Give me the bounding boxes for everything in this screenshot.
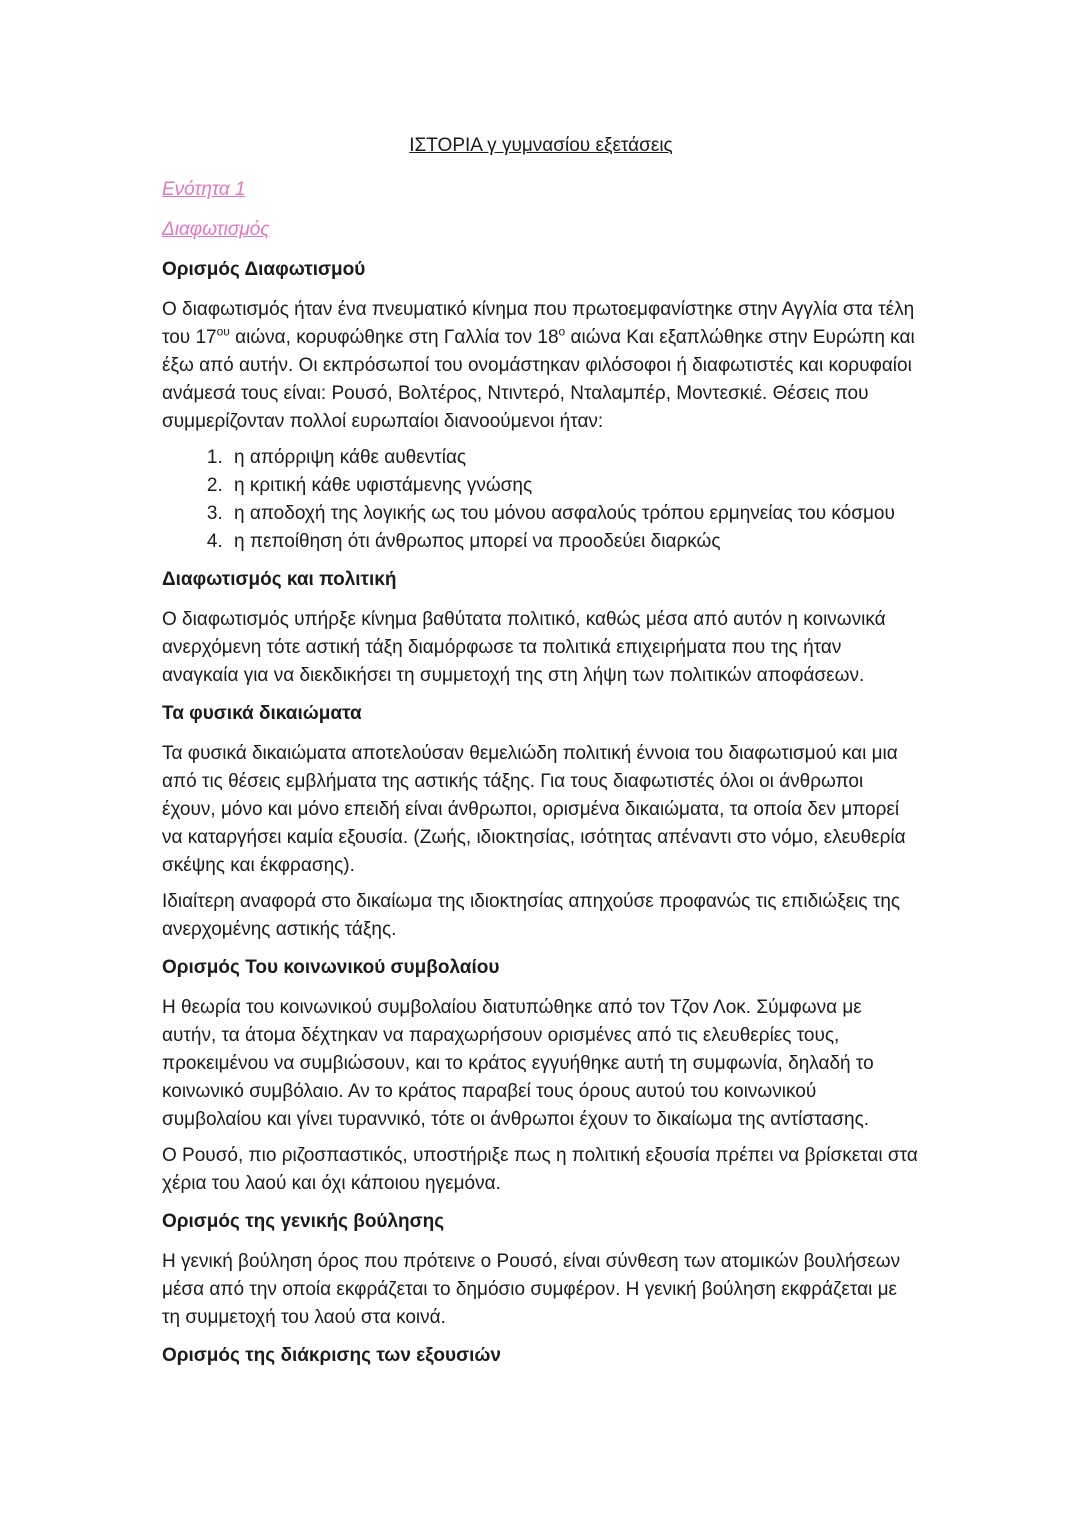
- topic-link-line: [162, 216, 920, 244]
- unit-1-link[interactable]: Ενότητα 1: [162, 179, 246, 200]
- paragraph-enlightenment-and-politics: Ο διαφωτισμός υπήρξε κίνημα βαθύτατα πολιτικό, καθώς μέσα από αυτόν η κοινωνικά ανερχόμενη τότε αστική τάξη διαμόρφωσε τα πολιτικά επιχειρήματα που της ήταν αναγκαία για να διεκδικήσει τη συμμετοχή της στη λήψη των πολιτικών αποφάσεων.: [162, 609, 886, 686]
- ordinal-superscript-17th: ου: [216, 324, 230, 339]
- heading-separation-of-powers: Ορισμός της διάκρισης των εξουσιών: [162, 1345, 501, 1366]
- document-title-text: ΙΣΤΟΡΙΑ γ γυμνασίου εξετάσεις: [409, 135, 673, 156]
- heading-enlightenment-definition: Ορισμός Διαφωτισμού: [162, 259, 366, 280]
- definition-text-part1: Ο διαφωτισμός ήταν ένα πνευματικό κίνημα που πρωτοεμφανίστηκε στην Αγγλία στα τέλη του 17: [162, 299, 915, 348]
- definition-text-part3: αιώνα Και εξαπλώθηκε στην Ευρώπη και έξω από αυτήν. Οι εκπρόσωποί του ονομάστηκαν φιλόσοφοι ή διαφωτιστές και κορυφαίοι ανάμεσά τους είναι: Ρουσό, Βολτέρος, Ντιντερό, Νταλαμπέρ, Μοντεσκιέ. Θέσεις που συμμερίζονταν πολλοί ευρωπαίοι διανοούμενοι ήταν:: [162, 327, 915, 432]
- heading-general-will: Ορισμός της γενικής βούλησης: [162, 1211, 445, 1232]
- heading-enlightenment-and-politics: Διαφωτισμός και πολιτική: [162, 569, 397, 590]
- paragraph-natural-rights-1: Τα φυσικά δικαιώματα αποτελούσαν θεμελιώδη πολιτική έννοια του διαφωτισμού και μια από τις θέσεις εμβλήματα της αστικής τάξης. Για τους διαφωτιστές όλοι οι άνθρωποι έχουν, μόνο και μόνο επειδή είναι άνθρωποι, ορισμένα δικαιώματα, τα οποία δεν μπορεί να καταργήσει καμία εξουσία. (Ζωής, ιδιοκτησίας, ισότητας απέναντι στο νόμο, ελευθερία σκέψης και έκφρασης).: [162, 743, 906, 876]
- unit-link-line: [162, 176, 920, 204]
- list-item-2: 2. η κριτική κάθε υφιστάμενης γνώσης: [228, 472, 920, 500]
- heading-social-contract: Ορισμός Του κοινωνικού συμβολαίου: [162, 957, 500, 978]
- document-content: [162, 132, 920, 1382]
- paragraph-natural-rights-2: Ιδιαίτερη αναφορά στο δικαίωμα της ιδιοκτησίας απηχούσε προφανώς τις επιδιώξεις της ανερχομένης αστικής τάξης.: [162, 891, 901, 940]
- paragraph-social-contract-1: Η θεωρία του κοινωνικού συμβολαίου διατυπώθηκε από τον Τζον Λοκ. Σύμφωνα με αυτήν, τα άτομα δέχτηκαν να παραχωρήσουν ορισμένες από τις ελευθερίες τους, προκειμένου να συμβιώσουν, και το κράτος εγγυήθηκε αυτή τη συμφωνία, δηλαδή το κοινωνικό συμβόλαιο. Αν το κράτος παραβεί τους όρους αυτού του κοινωνικού συμβολαίου και γίνει τυραννικό, τότε οι άνθρωποι έχουν το δικαίωμα της αντίστασης.: [162, 997, 874, 1130]
- paragraph-enlightenment-definition: [162, 296, 920, 436]
- list-item-1: 1. η απόρριψη κάθε αυθεντίας: [228, 444, 920, 472]
- enlightenment-link[interactable]: Διαφωτισμός: [162, 219, 270, 240]
- list-item-3: 3. η αποδοχή της λογικής ως του μόνου ασφαλούς τρόπου ερμηνείας του κόσμου: [228, 500, 920, 528]
- ordinal-superscript-18th: ο: [558, 324, 566, 339]
- heading-natural-rights: Τα φυσικά δικαιώματα: [162, 703, 362, 724]
- list-item-4: 4. η πεποίθηση ότι άνθρωπος μπορεί να προοδεύει διαρκώς: [228, 528, 920, 556]
- positions-list: [162, 444, 920, 556]
- paragraph-general-will: Η γενική βούληση όρος που πρότεινε ο Ρουσό, είναι σύνθεση των ατομικών βουλήσεων μέσα από την οποία εκφράζεται το δημόσιο συμφέρον. Η γενική βούληση εκφράζεται με τη συμμετοχή του λαού στα κοινά.: [162, 1251, 901, 1328]
- definition-text-part2: αιώνα, κορυφώθηκε στη Γαλλία τον 18: [229, 327, 559, 348]
- document-title: [162, 132, 920, 160]
- paragraph-social-contract-2: Ο Ρουσό, πιο ριζοσπαστικός, υποστήριξε πως η πολιτική εξουσία πρέπει να βρίσκεται στα χέρια του λαού και όχι κάποιου ηγεμόνα.: [162, 1145, 918, 1194]
